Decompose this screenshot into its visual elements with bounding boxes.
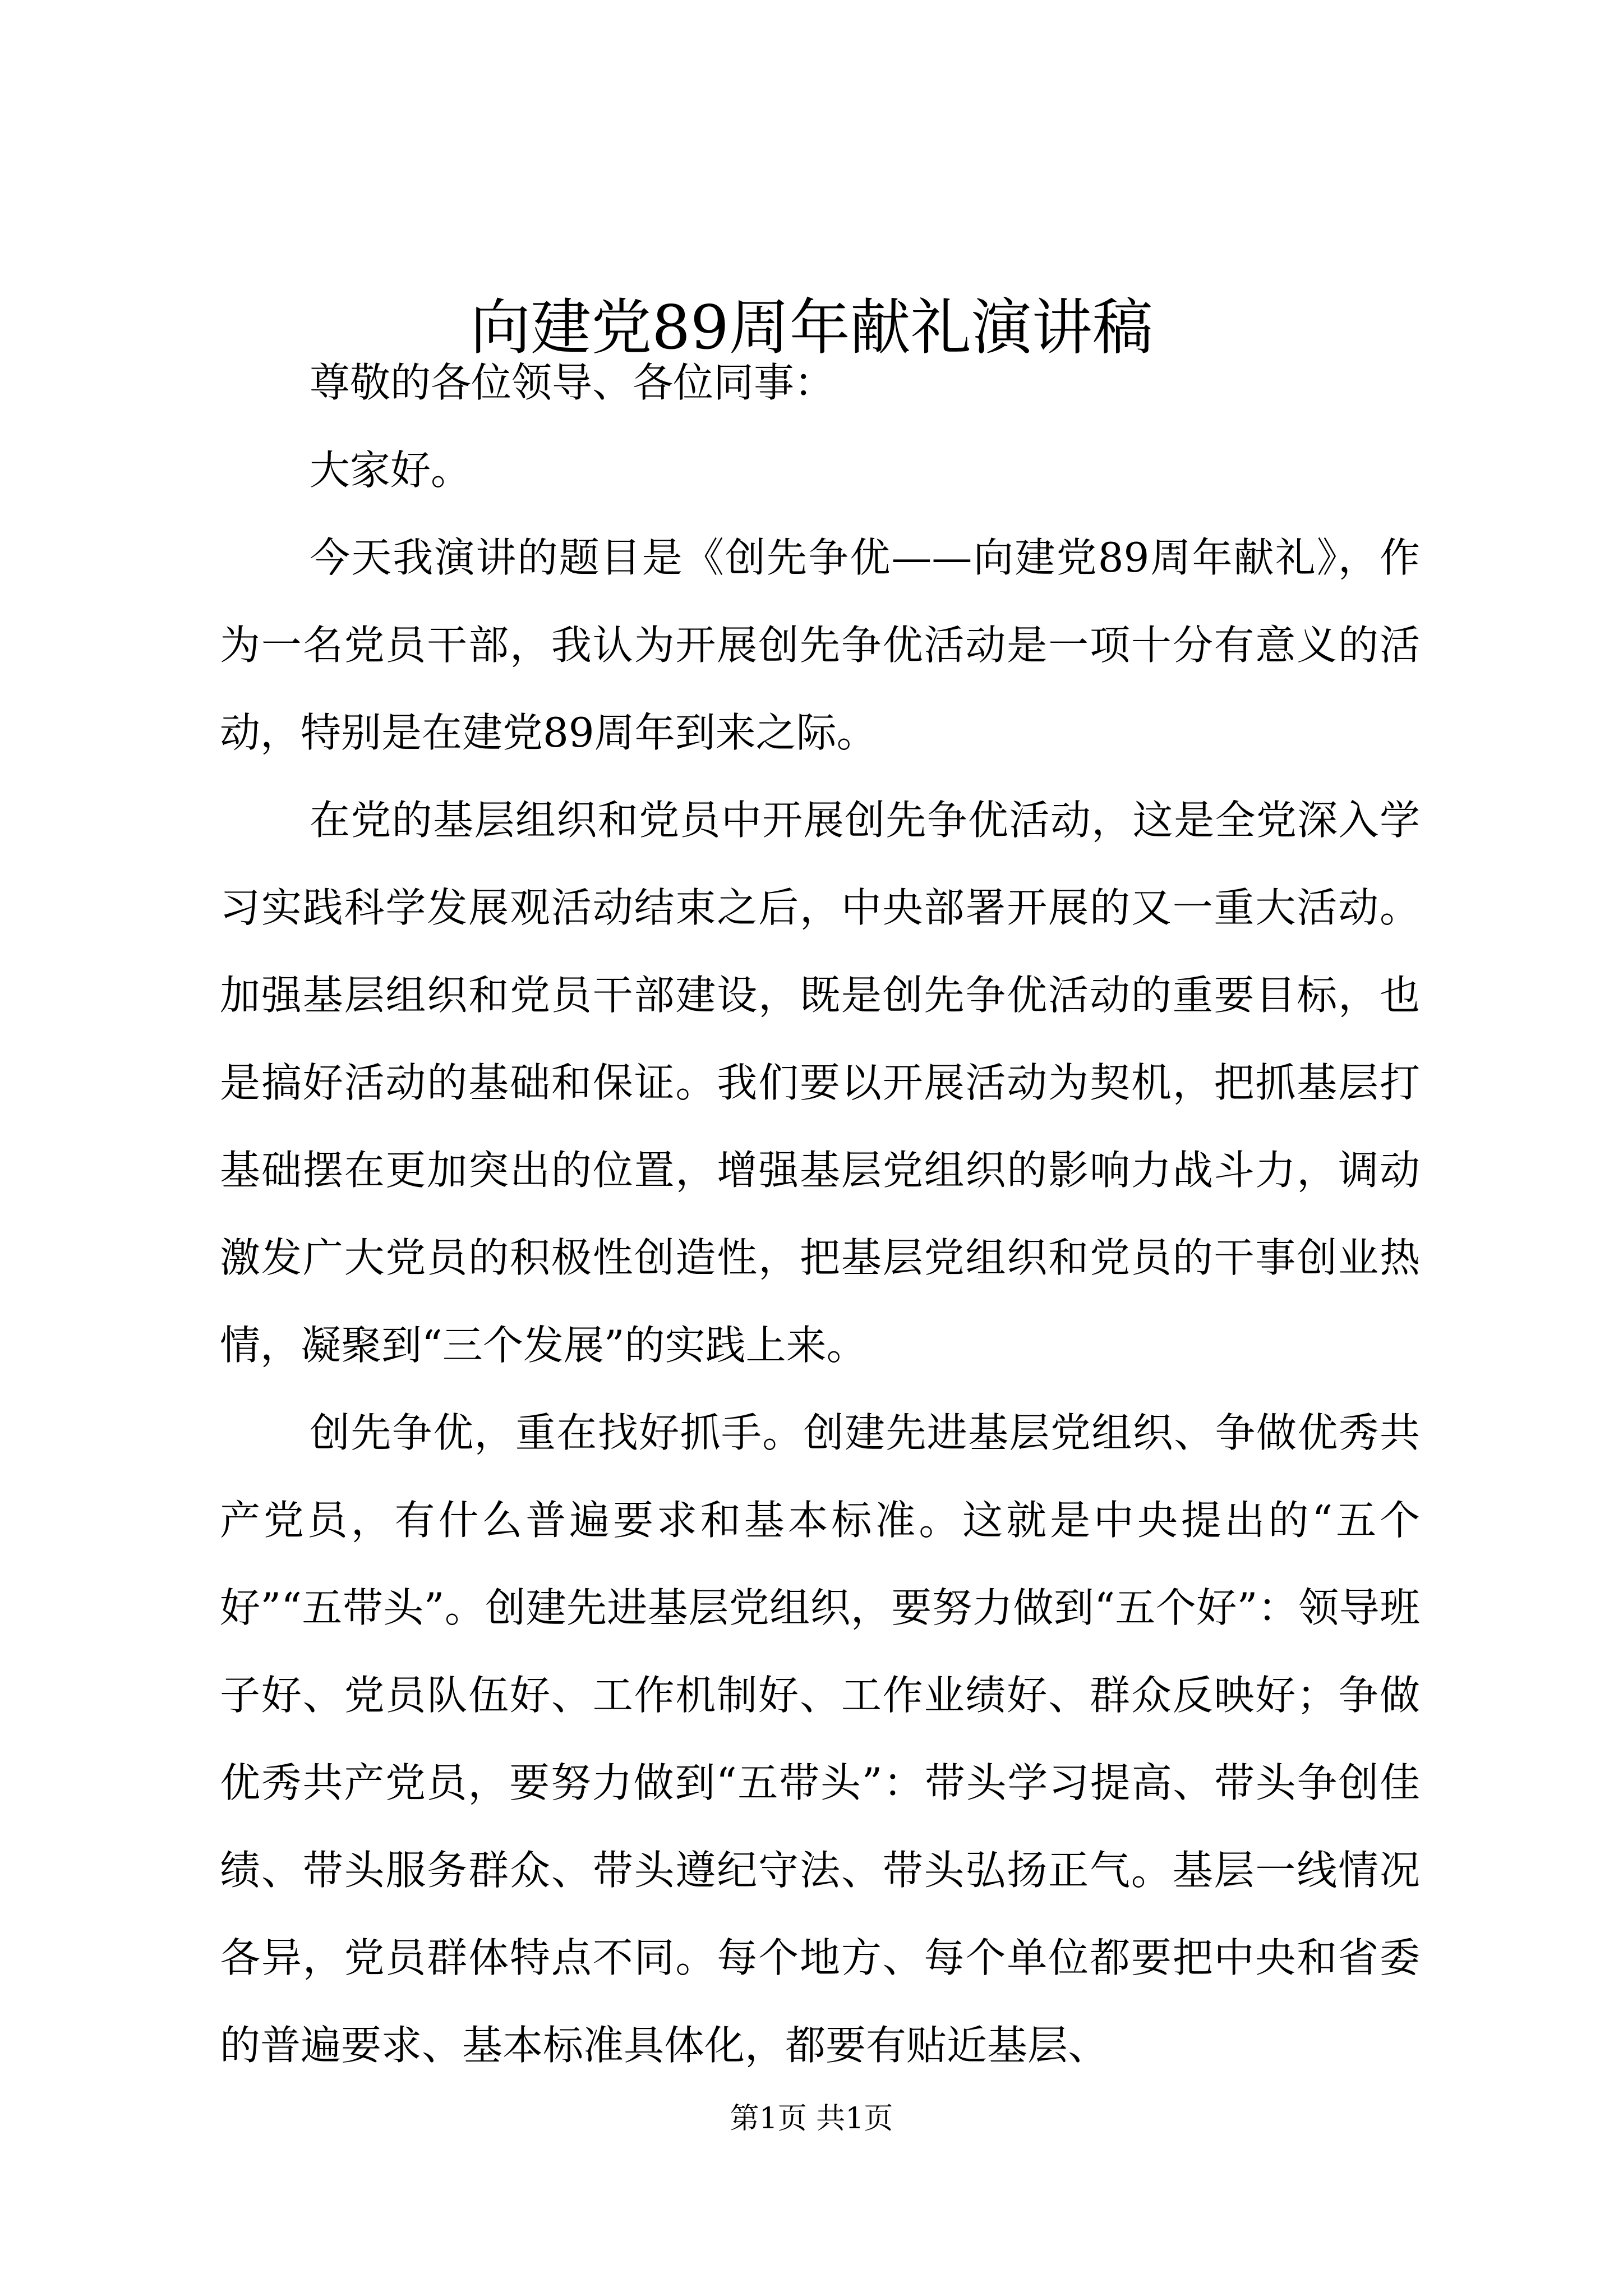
paragraph-standards: 创先争优，重在找好抓手。创建先进基层党组织、争做优秀共产党员，有什么普遍要求和基本标准。这就是中央提出的“五个好”“五带头”。创建先进基层党组织，要努力做到“五个好”：领导班子好、党员队伍好、工作机制好、工作业绩好、群众反映好；争做优秀共产党员，要努力做到“五带头”：带头学习提高、带头争创佳绩、带头服务群众、带头遵纪守法、带头弘扬正气。基层一线情况各异，党员群体特点不同。每个地方、每个单位都要把中央和省委的普遍要求、基本标准具体化，都要有贴近基层、 bbox=[220, 1409, 1420, 2069]
paragraph-greeting: 大家好。 bbox=[310, 447, 472, 494]
document-body bbox=[220, 339, 1420, 2089]
document-title: 向建党89周年献礼演讲稿 bbox=[470, 293, 1153, 363]
paragraph-topic: 今天我演讲的题目是《创先争优——向建党89周年献礼》，作为一名党员干部，我认为开展创先争优活动是一项十分有意义的活动，特别是在建党89周年到来之际。 bbox=[220, 534, 1420, 756]
page-footer: 第1页 共1页 bbox=[730, 2102, 893, 2136]
paragraph-salutation: 尊敬的各位领导、各位同事： bbox=[310, 359, 835, 406]
paragraph-activity: 在党的基层组织和党员中开展创先争优活动，这是全党深入学习实践科学发展观活动结束之后，中央部署开展的又一重大活动。加强基层组织和党员干部建设，既是创先争优活动的重要目标，也是搞好活动的基础和保证。我们要以开展活动为契机，把抓基层打基础摆在更加突出的位置，增强基层党组织的影响力战斗力，调动激发广大党员的积极性创造性，把基层党组织和党员的干事创业热情，凝聚到“三个发展”的实践上来。 bbox=[220, 797, 1420, 1369]
